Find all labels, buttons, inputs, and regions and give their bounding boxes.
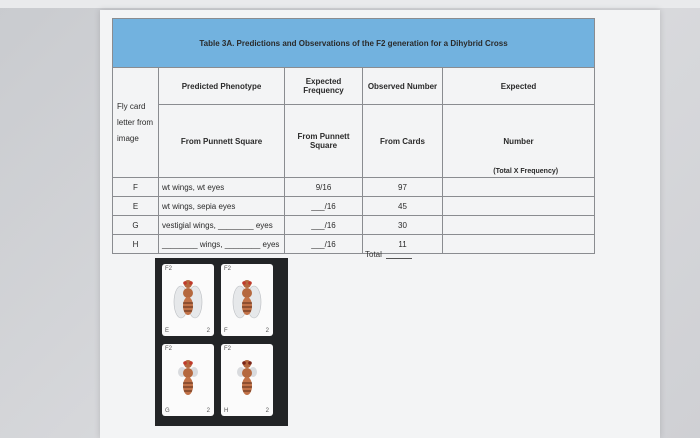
- card-number: 2: [206, 408, 210, 414]
- fly-card: [162, 264, 214, 336]
- row-expected-input[interactable]: [443, 178, 595, 197]
- row-frequency: ___/16: [285, 235, 363, 254]
- header-number: Number: [503, 136, 534, 146]
- row-frequency: ___/16: [285, 197, 363, 216]
- total-blank[interactable]: [386, 258, 412, 259]
- fly-card: [221, 344, 273, 416]
- header-from-punnett-2: From Punnett Square: [285, 105, 363, 178]
- header-predicted-phenotype: Predicted Phenotype: [159, 68, 285, 105]
- row-observed: 30: [363, 216, 443, 235]
- header-observed-number: Observed Number: [363, 68, 443, 105]
- table-title: Table 3A. Predictions and Observations of the F2 generation for a Dihybrid Cross: [113, 19, 595, 68]
- dihybrid-table: [112, 18, 595, 254]
- row-phenotype: ________ wings, ________ eyes: [159, 235, 285, 254]
- card-tag: F2: [224, 266, 232, 272]
- row-phenotype: wt wings, sepia eyes: [159, 197, 285, 216]
- card-tag: F2: [165, 346, 173, 352]
- row-letter: E: [113, 197, 159, 216]
- fruit-fly-icon: [231, 276, 263, 324]
- header-expected-frequency: Expected Frequency: [285, 68, 363, 105]
- card-number: 2: [265, 328, 269, 334]
- row-letter: G: [113, 216, 159, 235]
- card-letter: F: [224, 328, 228, 334]
- fly-card: [162, 344, 214, 416]
- header-from-cards: From Cards: [363, 105, 443, 178]
- card-letter: E: [165, 328, 170, 334]
- row-expected-input[interactable]: [443, 197, 595, 216]
- header-from-punnett: From Punnett Square: [159, 105, 285, 178]
- row-observed: 11: [363, 235, 443, 254]
- card-number: 2: [265, 408, 269, 414]
- fruit-fly-icon: [231, 356, 263, 404]
- row-frequency: 9/16: [285, 178, 363, 197]
- fly-cards-image: [155, 258, 288, 426]
- row-observed: 45: [363, 197, 443, 216]
- header-total-x-frequency: (Total X Frequency): [493, 168, 559, 175]
- top-strip: [0, 0, 700, 8]
- header-fly-card: Fly card letter from image: [113, 68, 159, 178]
- header-expected: Expected: [443, 68, 595, 105]
- row-letter: H: [113, 235, 159, 254]
- card-tag: F2: [224, 346, 232, 352]
- fruit-fly-icon: [172, 276, 204, 324]
- card-tag: F2: [165, 266, 173, 272]
- header-number-cell: [443, 105, 595, 178]
- row-letter: F: [113, 178, 159, 197]
- card-letter: H: [224, 408, 229, 414]
- row-expected-input[interactable]: [443, 235, 595, 254]
- row-phenotype: vestigial wings, ________ eyes: [159, 216, 285, 235]
- fly-card: [221, 264, 273, 336]
- total-label: Total: [365, 250, 382, 259]
- row-frequency: ___/16: [285, 216, 363, 235]
- card-letter: G: [165, 408, 170, 414]
- fruit-fly-icon: [172, 356, 204, 404]
- row-expected-input[interactable]: [443, 216, 595, 235]
- card-number: 2: [206, 328, 210, 334]
- row-observed: 97: [363, 178, 443, 197]
- row-phenotype: wt wings, wt eyes: [159, 178, 285, 197]
